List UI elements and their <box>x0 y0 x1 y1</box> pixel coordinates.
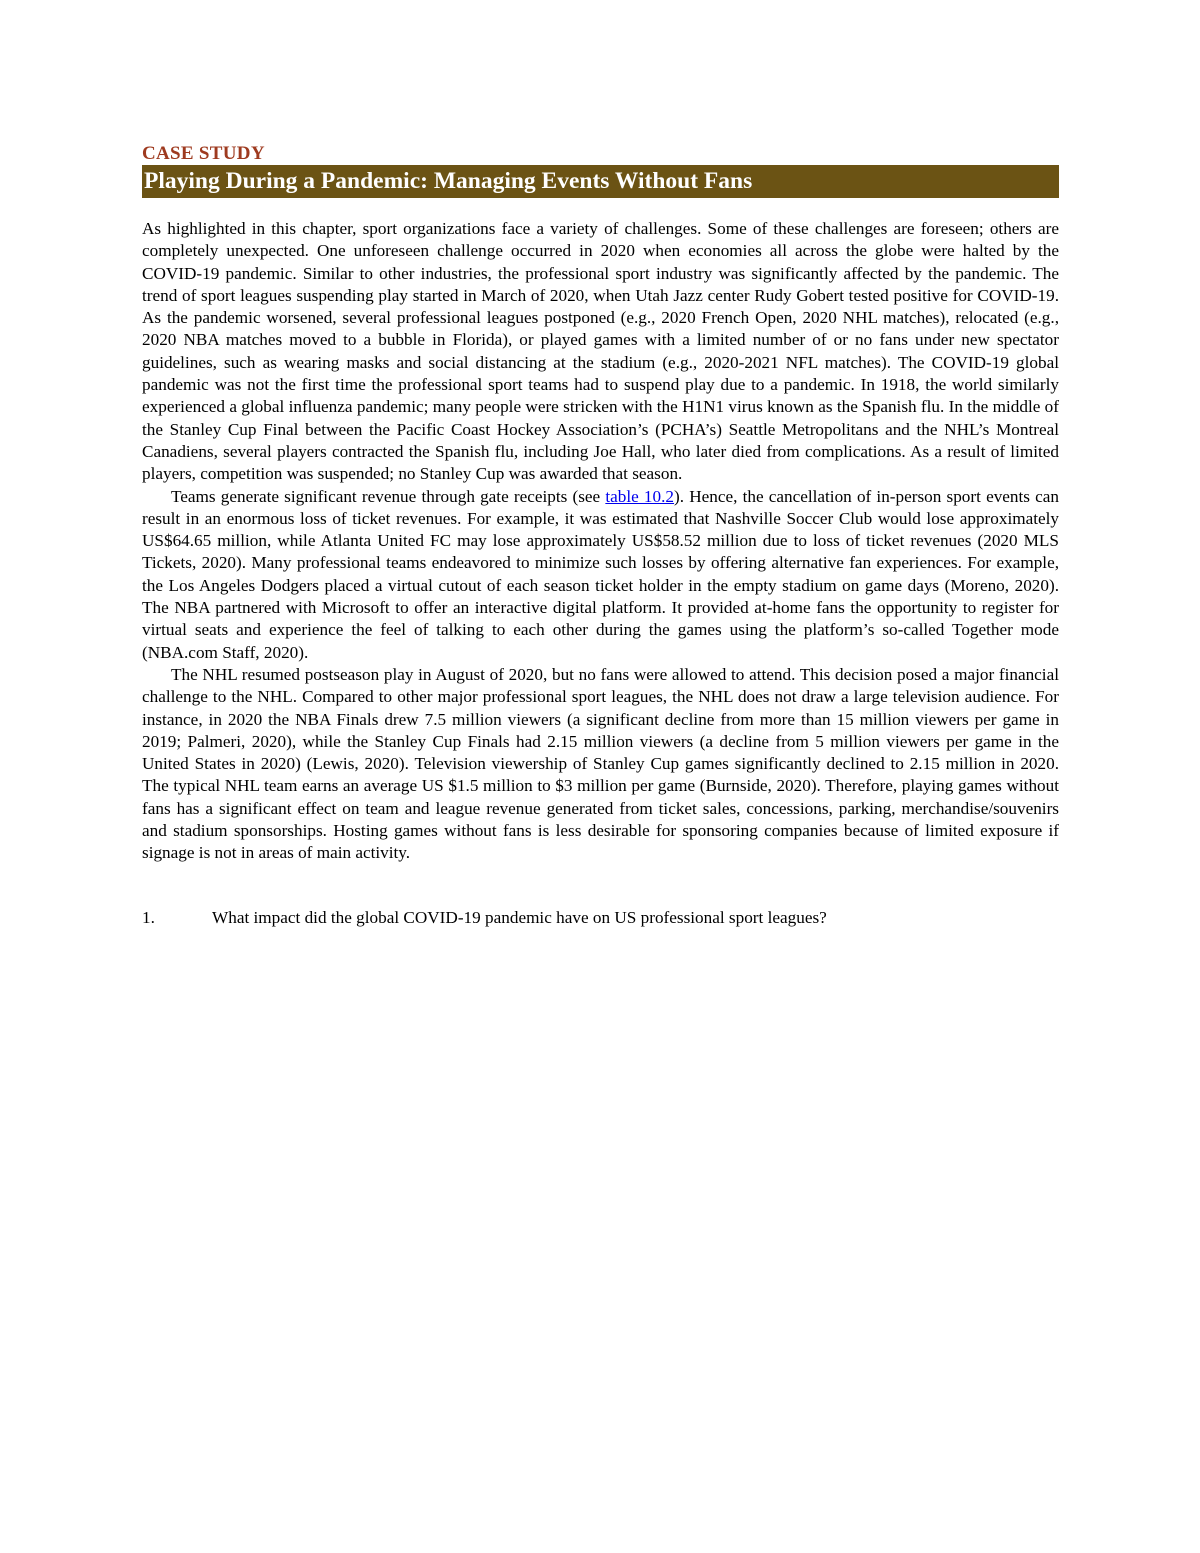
paragraph-2-text-before: Teams generate significant revenue through gate receipts (see <box>171 486 606 506</box>
table-10-2-link[interactable]: table 10.2 <box>605 486 675 506</box>
case-study-title: Playing During a Pandemic: Managing Events Without Fans <box>142 165 1059 198</box>
paragraph-2 <box>142 486 1059 664</box>
case-study-label: CASE STUDY <box>142 143 265 164</box>
question-text: What impact did the global COVID-19 pandemic have on US professional sport leagues? <box>212 907 827 927</box>
question-number: 1. <box>142 907 155 927</box>
case-study-body <box>142 218 1059 865</box>
case-study-page <box>142 143 1059 929</box>
paragraph-1: As highlighted in this chapter, sport organizations face a variety of challenges. Some of these challenges are foreseen; others are completely unexpected. One unforeseen challenge occurred in 2020 when economies all across the globe were halted by the COVID-19 pandemic. Similar to other industries, the professional sport industry was significantly affected by the pandemic. The trend of sport leagues suspending play started in March of 2020, when Utah Jazz center Rudy Gobert tested positive for COVID-19. As the pandemic worsened, several professional leagues postponed (e.g., 2020 French Open, 2020 NHL matches), relocated (e.g., 2020 NBA matches moved to a bubble in Florida), or played games with a limited number of or no fans under new spectator guidelines, such as wearing masks and social distancing at the stadium (e.g., 2020-2021 NFL matches). The COVID-19 global pandemic was not the first time the professional sport teams had to suspend play due to a pandemic. In 1918, the world similarly experienced a global influenza pandemic; many people were stricken with the H1N1 virus known as the Spanish flu. In the middle of the Stanley Cup Final between the Pacific Coast Hockey Association’s (PCHA’s) Seattle Metropolitans and the NHL’s Montreal Canadiens, several players contracted the Spanish flu, including Joe Hall, who later died from complications. As a result of limited players, competition was suspended; no Stanley Cup was awarded that season. <box>142 219 1059 484</box>
question-item <box>142 907 1059 929</box>
paragraph-2-text-after: ). Hence, the cancellation of in-person sport events can result in an enormous loss of ticket revenues. For example, it was estimated that Nashville Soccer Club would lose approximately US$64.65 million, while Atlanta United FC may lose approximately US$58.52 million due to loss of ticket revenues (2020 MLS Tickets, 2020). Many professional teams endeavored to minimize such losses by offering alternative fan experiences. For example, the Los Angeles Dodgers placed a virtual cutout of each season ticket holder in the empty stadium on game days (Moreno, 2020). The NBA partnered with Microsoft to offer an interactive digital platform. It provided at-home fans the opportunity to register for virtual seats and experience the feel of talking to each other during the games using the platform’s so-called Together mode (NBA.com Staff, 2020). <box>142 486 1059 662</box>
paragraph-3: The NHL resumed postseason play in August of 2020, but no fans were allowed to attend. This decision posed a major financial challenge to the NHL. Compared to other major professional sport leagues, the NHL does not draw a large television audience. For instance, in 2020 the NBA Finals drew 7.5 million viewers (a significant decline from more than 15 million viewers per game in 2019; Palmeri, 2020), while the Stanley Cup Finals had 2.15 million viewers (a decline from 5 million viewers per game in the United States in 2020) (Lewis, 2020). Television viewership of Stanley Cup games significantly declined to 2.15 million in 2020. The typical NHL team earns an average US $1.5 million to $3 million per game (Burnside, 2020). Therefore, playing games without fans has a significant effect on team and league revenue generated from ticket sales, concessions, parking, merchandise/souvenirs and stadium sponsorships. Hosting games without fans is less desirable for sponsoring companies because of limited exposure if signage is not in areas of main activity. <box>142 664 1059 863</box>
